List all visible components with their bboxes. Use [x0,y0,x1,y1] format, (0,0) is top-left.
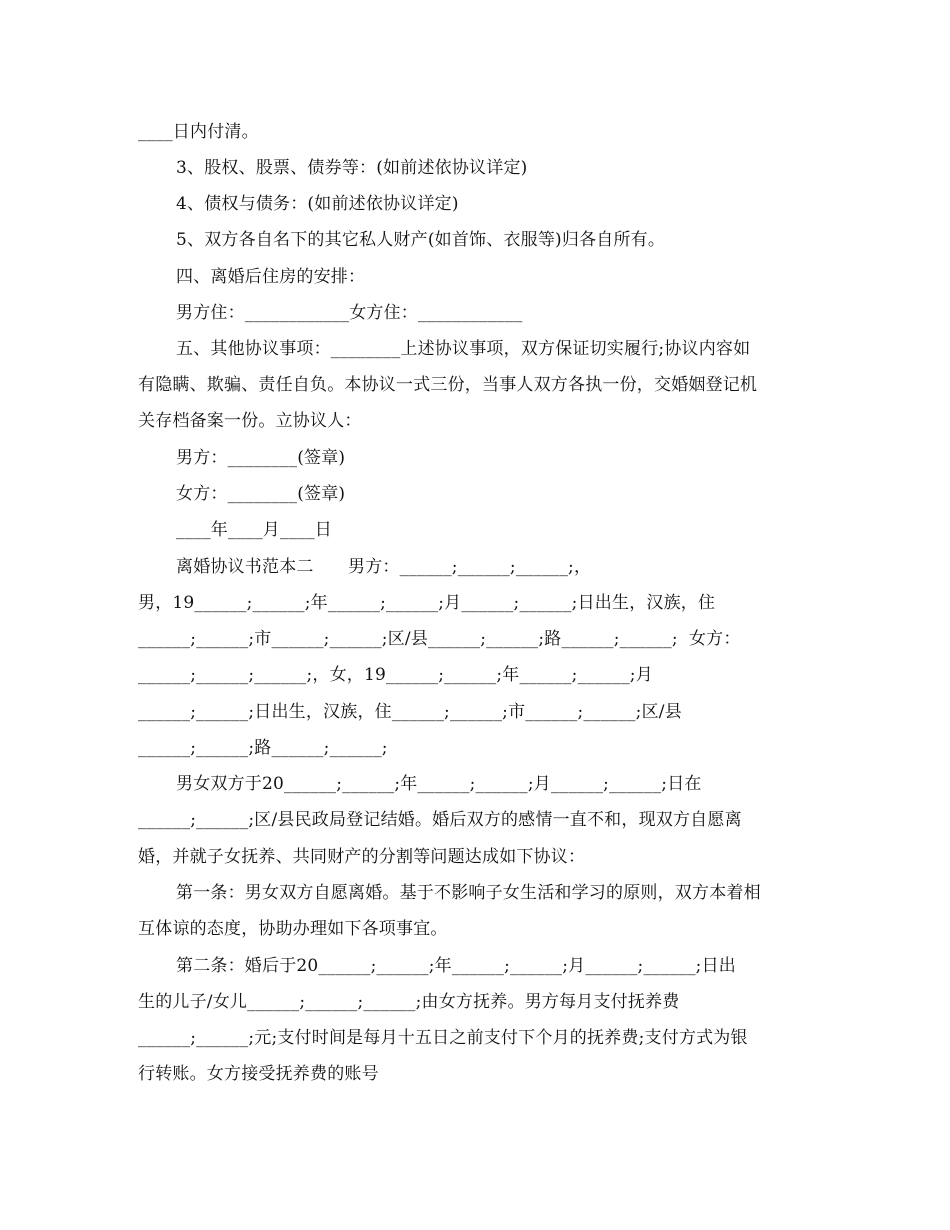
text-line: 3、股权、股票、债券等：(如前述依协议详定) [176,158,528,178]
text-line: ______;______;区/县民政局登记结婚。婚后双方的感情一直不和，现双方自愿离 [138,810,742,830]
text-line: 生的儿子/女儿______;______;______;由女方抚养。男方每月支付抚养费 [138,992,680,1012]
signature-line-male: 男方：________(签章) [176,448,346,468]
date-line: ____年____月____日 [176,520,332,540]
text-line: 行转账。女方接受抚养费的账号 [138,1064,379,1084]
text-line: 男女双方于20______;______;年______;______;月______;______;日在 [176,774,702,794]
article-2: 第二条：婚后于20______;______;年______;______;月______;______;日出 [176,956,736,976]
text-line: 婚，并就子女抚养、共同财产的分割等问题达成如下协议： [138,847,586,867]
text-line: 关存档备案一份。立协议人： [138,411,362,431]
text-line: ______;______;市______;______;区/县______;______;路______;______; 女方： [138,629,741,649]
text-line: ______;______;日出生，汉族，住______;______;市______;______;区/县 [138,702,682,722]
text-line: 互体谅的态度，协助办理如下各项事宜。 [138,919,448,939]
text-line: ______;______;______;，女，19______;______;年______;______;月 [138,665,653,685]
article-1: 第一条：男女双方自愿离婚。基于不影响子女生活和学习的原则，双方本着相 [176,883,761,903]
text-line: ______;______;元;支付时间是每月十五日之前支付下个月的抚养费;支付方式为银 [138,1028,748,1048]
text-line: 4、债权与债务：(如前述依协议详定) [176,194,459,214]
section-heading: 四、离婚后住房的安排： [176,267,366,287]
text-line: ______;______;路______;______; [138,738,388,758]
text-line: 男，19______;______;年______;______;月______;______;日出生，汉族，住 [138,593,716,613]
sample-heading: 离婚协议书范本二 男方：______;______;______;， [176,557,592,577]
text-line: 男方住：____________女方住：____________ [176,303,523,323]
text-line: ____日内付清。 [138,122,259,142]
text-line: 5、双方各自名下的其它私人财产(如首饰、衣服等)归各自所有。 [176,230,666,250]
section-heading: 五、其他协议事项：________上述协议事项，双方保证切实履行;协议内容如 [176,339,751,359]
signature-line-female: 女方：________(签章) [176,484,346,504]
text-line: 有隐瞒、欺骗、责任自负。本协议一式三份，当事人双方各执一份，交婚姻登记机 [138,375,758,395]
